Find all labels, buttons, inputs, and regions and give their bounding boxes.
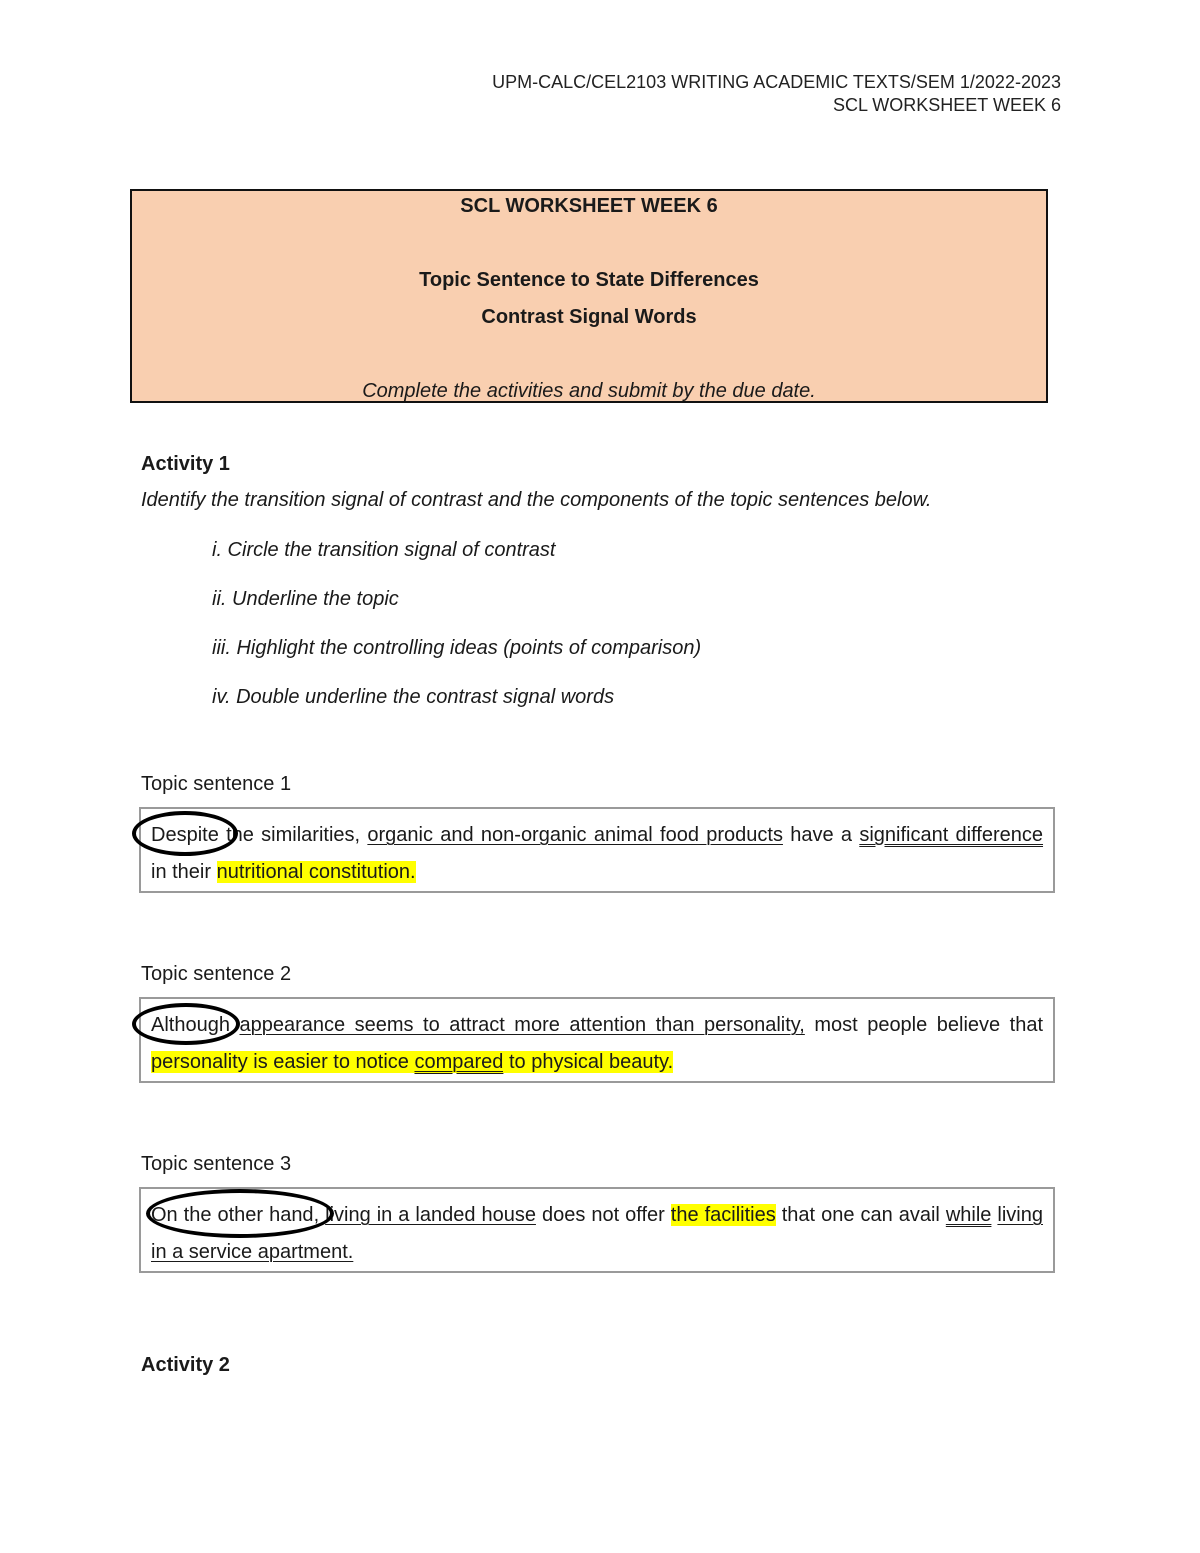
topic-underlined: living in a service apartment. xyxy=(151,1204,1043,1263)
sentence-text: have a xyxy=(782,824,860,846)
transition-signal: Despite xyxy=(151,824,219,846)
step-circle: i. Circle the transition signal of contrast xyxy=(212,539,556,561)
header-worksheet-line: SCL WORKSHEET WEEK 6 xyxy=(832,95,1061,115)
contrast-signal-double-underlined: compared xyxy=(414,1051,504,1073)
topic-underlined: appearance seems to attract more attention than personality, xyxy=(239,1014,805,1036)
controlling-idea-highlight: the facilities xyxy=(670,1204,776,1226)
step-double-underline: iv. Double underline the contrast signal words xyxy=(212,686,615,708)
activity-1-instruction: Identify the transition signal of contrast and the components of the topic sentences below. xyxy=(141,489,932,511)
activity-1-heading: Activity 1 xyxy=(141,453,230,475)
controlling-idea-highlight: to physical beauty. xyxy=(503,1051,674,1073)
topic-sentence-2-label: Topic sentence 2 xyxy=(141,963,292,985)
sentence-text: , xyxy=(313,1204,326,1226)
header-course-line: UPM-CALC/CEL2103 WRITING ACADEMIC TEXTS/SEM 1/2022-2023 xyxy=(492,72,1061,92)
transition-signal: On the other hand xyxy=(151,1204,314,1226)
topic-sentence-3-box xyxy=(139,1187,1055,1273)
topic-sentence-1-label: Topic sentence 1 xyxy=(141,773,292,795)
transition-signal: Although xyxy=(151,1014,230,1036)
activity-1-steps xyxy=(212,538,701,734)
contrast-signal-double-underlined: while xyxy=(945,1204,992,1226)
topic-sentence-2-box xyxy=(139,997,1055,1083)
sentence-text: the similarities, xyxy=(218,824,368,846)
worksheet-subtitle-signal-words: Contrast Signal Words xyxy=(481,306,697,328)
topic-underlined: living in a landed house xyxy=(325,1204,536,1226)
title-box xyxy=(130,189,1048,403)
step-underline: ii. Underline the topic xyxy=(212,588,399,610)
controlling-idea-highlight: personality is easier to notice xyxy=(151,1051,415,1073)
sentence-text: does not offer xyxy=(535,1204,671,1226)
activity-2-heading: Activity 2 xyxy=(141,1354,230,1376)
worksheet-subtitle-topic-sentence: Topic Sentence to State Differences xyxy=(419,269,759,291)
sentence-text: in their xyxy=(151,861,217,883)
contrast-signal-double-underlined: significant difference xyxy=(859,824,1044,846)
topic-sentence-1-box xyxy=(139,807,1055,893)
worksheet-title: SCL WORKSHEET WEEK 6 xyxy=(460,195,718,217)
topic-sentence-3-label: Topic sentence 3 xyxy=(141,1153,292,1175)
topic-underlined: organic and non-organic animal food products xyxy=(367,824,783,846)
sentence-text: that one can avail xyxy=(775,1204,946,1226)
submission-note: Complete the activities and submit by the due date. xyxy=(362,380,816,402)
running-header xyxy=(492,71,1061,117)
controlling-idea-highlight: nutritional constitution. xyxy=(216,861,416,883)
step-highlight: iii. Highlight the controlling ideas (points of comparison) xyxy=(212,637,702,659)
sentence-text: most people believe that xyxy=(804,1014,1043,1036)
